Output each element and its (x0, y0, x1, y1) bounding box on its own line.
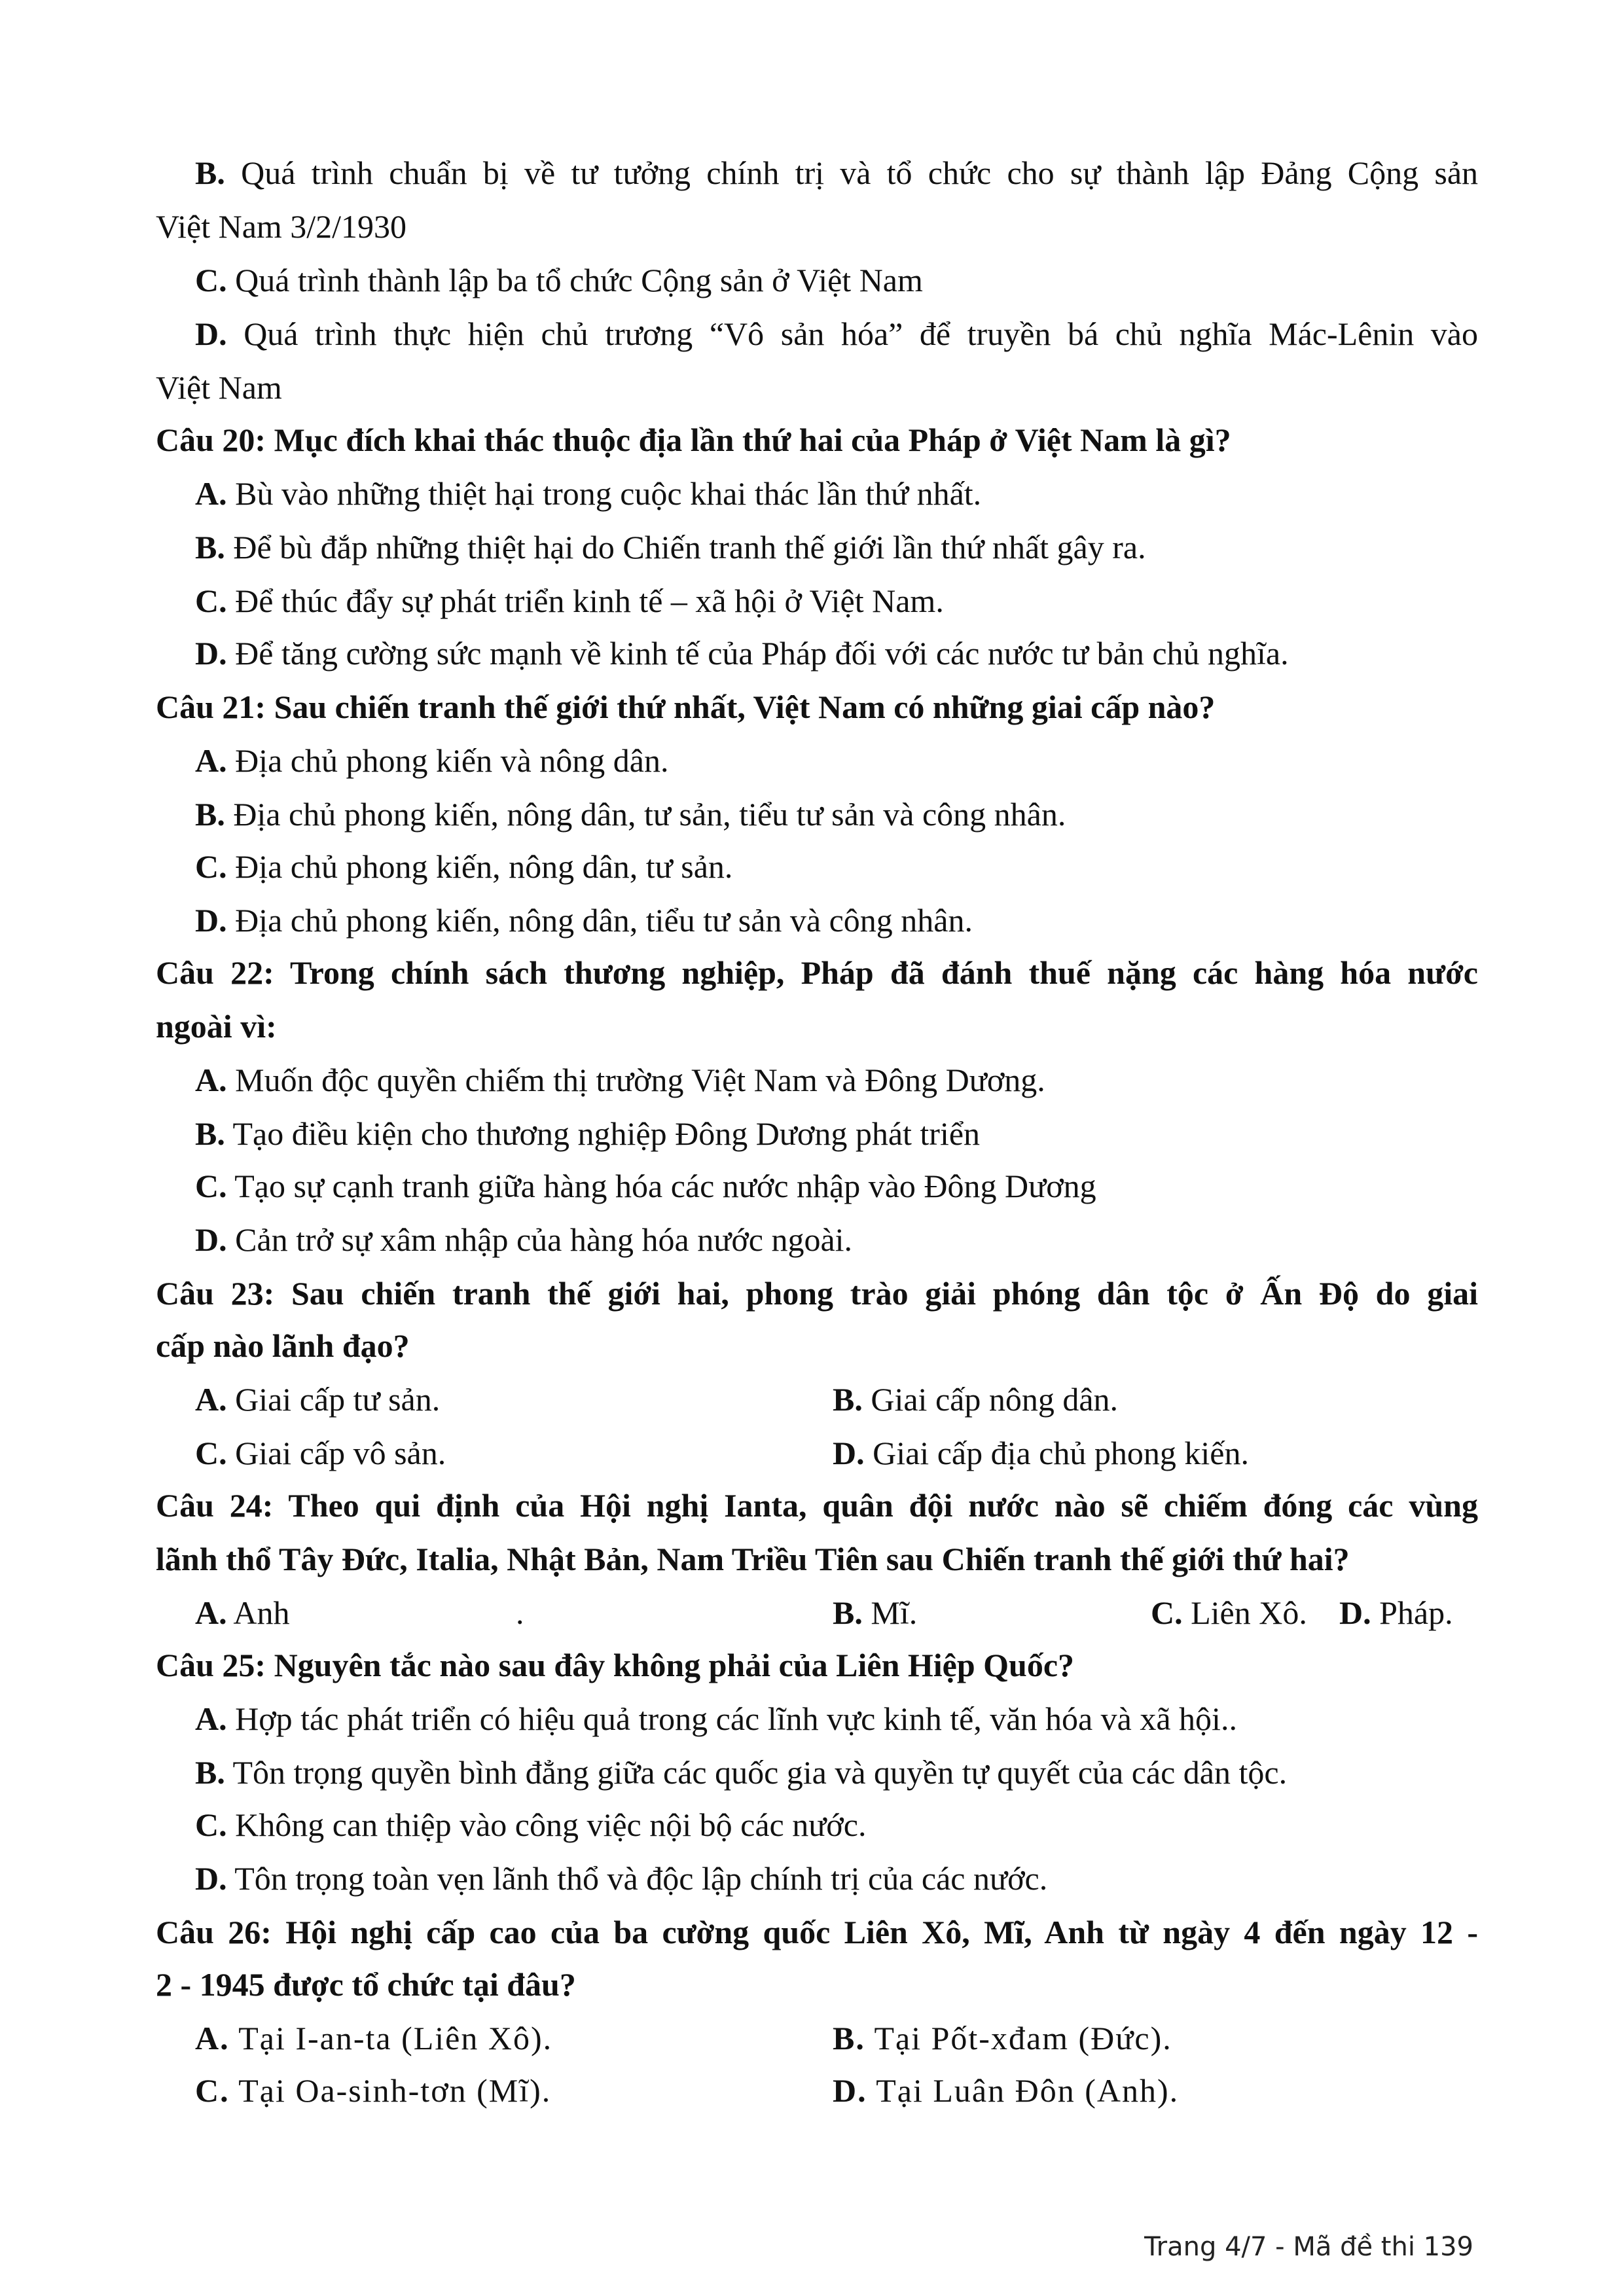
question-24-option-a: A. Anh (195, 1594, 290, 1631)
question-20-option-a: A. Bù vào những thiệt hại trong cuộc khai thác lần thứ nhất. (195, 475, 982, 512)
question-25-option-a: A. Hợp tác phát triển có hiệu quả trong các lĩnh vực kinh tế, văn hóa và xã hội.. (195, 1700, 1237, 1737)
question-22-option-b: B. Tạo điều kiện cho thương nghiệp Đông Dương phát triển (195, 1115, 981, 1152)
question-22-stem-line1: Câu 22: Trong chính sách thương nghiệp, Pháp đã đánh thuế nặng các hàng hóa nước (156, 954, 1478, 991)
question-26-stem-line2: 2 - 1945 được tổ chức tại đâu? (156, 1966, 576, 2003)
question-23-option-a: A. Giai cấp tư sản. (195, 1381, 441, 1418)
question-20-option-b: B. Để bù đắp những thiệt hại do Chiến tranh thế giới lần thứ nhất gây ra. (195, 529, 1146, 565)
question-24-option-b: B. Mĩ. (833, 1594, 918, 1631)
question-24-option-a-dot: . (516, 1594, 524, 1631)
question-21-option-b: B. Địa chủ phong kiến, nông dân, tư sản, tiểu tư sản và công nhân. (195, 796, 1066, 833)
question-25-option-d: D. Tôn trọng toàn vẹn lãnh thổ và độc lập chính trị của các nước. (195, 1860, 1048, 1897)
question-25-option-b: B. Tôn trọng quyền bình đẳng giữa các quốc gia và quyền tự quyết của các dân tộc. (195, 1754, 1288, 1791)
prev-option-b-line1: B. Quá trình chuẩn bị về tư tưởng chính trị và tổ chức cho sự thành lập Đảng Cộng sản (195, 154, 1478, 191)
question-20-option-d: D. Để tăng cường sức mạnh về kinh tế của Pháp đối với các nước tư bản chủ nghĩa. (195, 635, 1289, 672)
question-26-option-a: A. Tại I-an-ta (Liên Xô). (195, 2020, 553, 2056)
question-22-option-d: D. Cản trở sự xâm nhập của hàng hóa nước ngoài. (195, 1221, 853, 1258)
question-23-option-c: C. Giai cấp vô sản. (195, 1435, 446, 1471)
question-21-stem: Câu 21: Sau chiến tranh thế giới thứ nhất, Việt Nam có những giai cấp nào? (156, 689, 1216, 725)
page-footer: Trang 4/7 - Mã đề thi 139 (1144, 2232, 1473, 2262)
question-20-stem: Câu 20: Mục đích khai thác thuộc địa lần thứ hai của Pháp ở Việt Nam là gì? (156, 422, 1231, 458)
question-21-option-a: A. Địa chủ phong kiến và nông dân. (195, 742, 669, 779)
question-22-stem-line2: ngoài vì: (156, 1008, 277, 1045)
question-22-option-c: C. Tạo sự cạnh tranh giữa hàng hóa các nước nhập vào Đông Dương (195, 1168, 1096, 1204)
question-23-option-d: D. Giai cấp địa chủ phong kiến. (833, 1435, 1249, 1471)
question-24-stem-line1: Câu 24: Theo qui định của Hội nghị Ianta, quân đội nước nào sẽ chiếm đóng các vùng (156, 1487, 1478, 1524)
question-20-option-c: C. Để thúc đẩy sự phát triển kinh tế – xã hội ở Việt Nam. (195, 583, 944, 619)
prev-option-c: C. Quá trình thành lập ba tổ chức Cộng sản ở Việt Nam (195, 262, 923, 298)
question-25-stem: Câu 25: Nguyên tắc nào sau đây không phải của Liên Hiệp Quốc? (156, 1647, 1075, 1683)
prev-option-b-line2: Việt Nam 3/2/1930 (156, 208, 407, 245)
question-21-option-d: D. Địa chủ phong kiến, nông dân, tiểu tư sản và công nhân. (195, 902, 973, 939)
question-24-option-d: D. Pháp. (1339, 1594, 1453, 1631)
question-26-option-d: D. Tại Luân Đôn (Anh). (833, 2072, 1180, 2109)
question-23-option-b: B. Giai cấp nông dân. (833, 1381, 1119, 1418)
question-24-stem-line2: lãnh thổ Tây Đức, Italia, Nhật Bản, Nam Triều Tiên sau Chiến tranh thế giới thứ hai? (156, 1541, 1350, 1577)
prev-option-d-line2: Việt Nam (156, 369, 282, 406)
question-21-option-c: C. Địa chủ phong kiến, nông dân, tư sản. (195, 848, 733, 885)
question-24-option-c: C. Liên Xô. (1151, 1594, 1307, 1631)
question-23-stem-line1: Câu 23: Sau chiến tranh thế giới hai, phong trào giải phóng dân tộc ở Ấn Độ do giai (156, 1275, 1478, 1312)
question-23-stem-line2: cấp nào lãnh đạo? (156, 1327, 410, 1364)
question-25-option-c: C. Không can thiệp vào công việc nội bộ các nước. (195, 1806, 867, 1843)
question-26-stem-line1: Câu 26: Hội nghị cấp cao của ba cường quốc Liên Xô, Mĩ, Anh từ ngày 4 đến ngày 12 - (156, 1914, 1478, 1950)
question-26-option-b: B. Tại Pốt-xđam (Đức). (833, 2020, 1172, 2056)
question-22-option-a: A. Muốn độc quyền chiếm thị trường Việt Nam và Đông Dương. (195, 1062, 1045, 1098)
question-26-option-c: C. Tại Oa-sinh-tơn (Mĩ). (195, 2072, 552, 2109)
prev-option-d-line1: D. Quá trình thực hiện chủ trương “Vô sản hóa” để truyền bá chủ nghĩa Mác-Lênin vào (195, 315, 1478, 352)
